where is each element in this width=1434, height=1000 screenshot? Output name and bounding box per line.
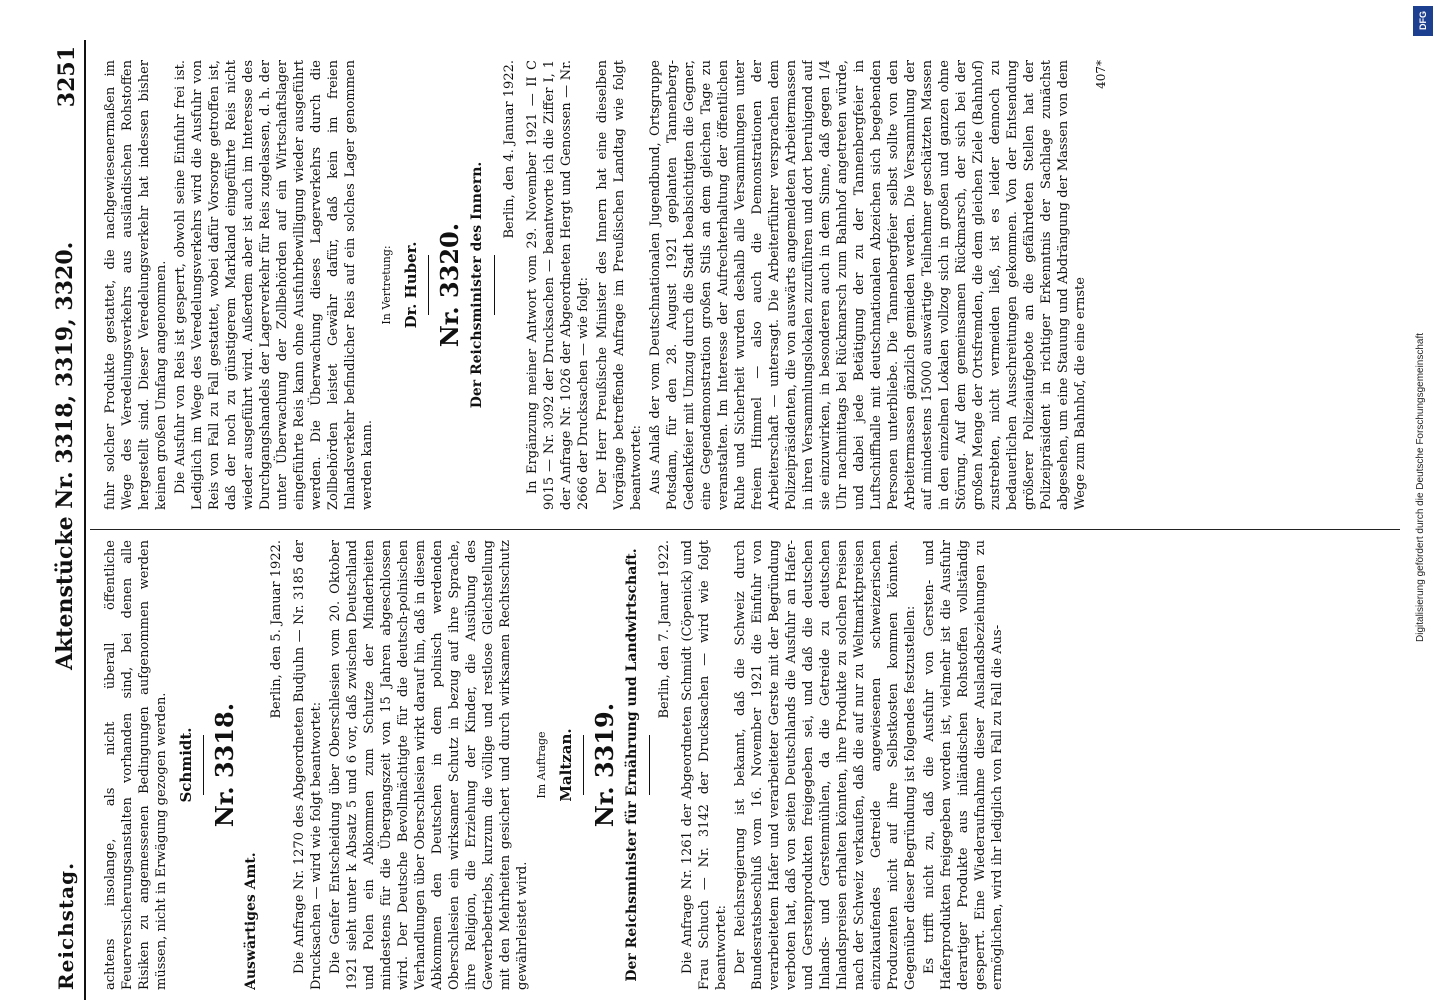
paragraph-3319-c: Es trifft nicht zu, daß die Ausfuhr von Gersten- und Haferprodukten freigegeben worden ist, vielmehr ist die Ausfuhr derartiger Produkte aus inländischen Rohstoffen vollständig gesperrt. Eine Wiederaufnahme dieser Auslandsbeziehungen zu ermöglichen, wird ihr lediglich von Fall zu Fall die Aus- bbox=[922, 540, 1005, 990]
divider bbox=[428, 255, 429, 315]
divider bbox=[203, 735, 204, 795]
dfg-logo: DFG bbox=[1413, 6, 1433, 36]
divider bbox=[583, 735, 584, 795]
paragraph-3320-c: Aus Anlaß der vom Deutschnationalen Jugendbund, Ortsgruppe Potsdam, für den 28. August 1921 geplanten Tannenberg-Gedenkfeier mit Umzug durch die Stadt beabsichtigten die Gegner, eine Gegendemonstration großen Stils an dem gleichen Tage zu veranstalten. Im Interesse der Aufrechterhaltung der öffentlichen Ruhe und Sicherheit wurden deshalb alle Versammlungen unter freiem Himmel — also auch die Demonstrationen der Arbeiterschaft — untersagt. Die Arbeiterführer versprachen dem Polizeipräsidenten, die von auswärts angemeldeten Arbeitermassen in ihren Versammlungslokalen zuzuführen und dort beruhigend auf sie einzuwirken, in besonderen auch in dem Sinne, daß gegen 1/4 Uhr nachmittags bei Rückmarsch zum Bahnhof angetreten würde, und dabei jede Betätigung der zu der Tannenbergfeier in Luftschiffhalle mit deutschnationalen Abzeichen sich begebenden Personen unterbliebe. Die Tannenbergfeier selbst sollte von den Arbeitermassen gänzlich gemieden werden. Die Versammlung der auf mindestens 15000 auswärtige Teilnehmer geschätzten Massen in den einzelnen Lokalen vollzog sich in großen und ganzen ohne Störung. Auf dem gemeinsamen Rückmarsch, der sich bei der großen Menge der Ortsfremden, die dem gleichen Ziele (Bahnhof) zustrebten, nicht vermeiden ließ, ist es leider dennoch zu bedauerlichen Ausschreitungen gekommen. Von der Entsendung größerer Polizeiaufgebote an die gefährdeten Stellen hat der Polizeipräsident in richtiger Erkenntnis der Sachlage zunächst abgesehen, um eine Stauung und Abdrängung der Massen von dem Wege zum Bahnhof, die eine ernste bbox=[648, 60, 1088, 510]
intro-text: achtens insolange, als nicht überall öffentliche Feuerversicherungsanstalten vorhanden sind, bei denen alle Risiken zu angemessenen Bedingungen aufgenommen werden müssen, nicht in Erwägung gezogen werden. bbox=[103, 540, 169, 990]
paragraph-3319-a: Die Anfrage Nr. 1261 der Abgeordneten Schmidt (Cöpenick) und Frau Schuch — Nr. 3142 der Drucksachen — wird wie folgt beantwortet: bbox=[680, 540, 729, 990]
left-column bbox=[102, 540, 1402, 990]
section-title-3320: Nr. 3320. bbox=[435, 222, 464, 348]
department-3319: Der Reichsminister für Ernährung und Landwirtschaft. bbox=[624, 548, 640, 982]
divider bbox=[649, 735, 650, 795]
dfg-stamp bbox=[1412, 0, 1434, 1000]
document-page bbox=[50, 40, 1410, 1000]
department-3320: Der Reichsminister des Innern. bbox=[469, 161, 485, 409]
paragraph-3319-b: Der Reichsregierung ist bekannt, daß die Schweiz durch Bundesratsbeschluß vom 16. November 1921 die Einfuhr von verarbeitetem Hafer und verarbeiteter Gerste mit der Begründung verboten hat, daß von seiten Deutschlands die Ausfuhr an Hafer- und Gerstenprodukten freigegeben sei, und daß die deutschen Inlands- und Gerstenmühlen, da die Getreide zu deutschen Inlandspreisen erhalten könnten, ihre Produkte zu solchen Preisen nach der Schweiz verkaufen, daß die auf nur zu Weltmarktpreisen einzukaufendes Getreide angewiesenen schweizerischen Produzenten nicht auf ihre Selbstkosten kommen könnten. Gegenüber dieser Begründung ist folgendes festzustellen: bbox=[733, 540, 918, 990]
page-number: 3251 bbox=[54, 46, 80, 108]
date-3318: Berlin, den 5. Januar 1922. bbox=[269, 540, 284, 719]
paragraph-cont-2: Die Ausfuhr von Reis ist gesperrt, obwohl seine Einfuhr frei ist. Lediglich im Wege des Veredelungsverkehrs wird die Ausfuhr von Reis von Fall zu Fall gestattet, wobei dafür Vorsorge getroffen ist, daß der noch zu günstigerem Markland eingeführte Reis nicht wieder ausgeführt wird. Außerdem aber ist auch im Interesse des Durchgangshandels der Lagerverkehr für Reis zugelassen, d. h. der unter Überwachung der Zollbehörden auf ein Wirtschaftslager eingeführte Reis kann ohne Ausfuhrbewilligung wieder ausgeführt werden. Die Überwachung dieses Lagerverkehrs durch die Zollbehörden leistet Gewähr dafür, daß kein im freien Inlandsverkehr befindlicher Reis auf ein solches Lager genommen werden kann. bbox=[173, 60, 375, 510]
paragraph-3320-a: In Ergänzung meiner Antwort vom 29. November 1921 — II C 9015 — Nr. 3092 der Drucksachen — beantworte ich die Ziffer I, 1 der Anfrage Nr. 1026 der Abgeordneten Hergt und Genossen — Nr. 2666 der Drucksachen — wie folgt: bbox=[525, 60, 591, 510]
date-3319: Berlin, den 7. Januar 1922. bbox=[657, 540, 672, 719]
paragraph-3320-b: Der Herr Preußische Minister des Innern hat eine dieselben Vorgänge betreffende Anfrage im Preußischen Landtag wie folgt beantwortet: bbox=[595, 60, 644, 510]
signature-maltzan: Maltzan. bbox=[557, 728, 575, 802]
signature-schmidt: Schmidt. bbox=[177, 727, 195, 803]
page-header bbox=[50, 40, 86, 1000]
paragraph-cont-1: fuhr solcher Produkte gestattet, die nachgewiesenermaßen im Wege des Veredelungsverkehrs aus ausländischen Rohstoffen hergestellt sind. Dieser Veredelungsverkehr hat indessen bisher keinen großen Umfang angenommen. bbox=[103, 60, 169, 510]
signature-label-3319: In Vertretung: bbox=[380, 245, 393, 325]
right-column bbox=[102, 60, 1402, 510]
header-center: Aktenstücke Nr. 3318, 3319, 3320. bbox=[52, 241, 78, 670]
dfg-credit-text: Digitalisierung gefördert durch die Deutsche Forschungsgemeinschaft bbox=[1415, 332, 1426, 642]
date-3320: Berlin, den 4. Januar 1922. bbox=[502, 60, 517, 239]
section-title-3318: Nr. 3318. bbox=[210, 702, 239, 828]
signature-label-3318: Im Auftrage bbox=[535, 731, 548, 799]
header-left: Reichstag. bbox=[54, 861, 78, 990]
footer-mark: 407* bbox=[1094, 60, 1108, 89]
paragraph-3318-a: Die Anfrage Nr. 1270 des Abgeordneten Budjuhn — Nr. 3185 der Drucksachen — wird wie folgt beantwortet: bbox=[292, 540, 324, 990]
paragraph-3318-b: Die Genfer Entscheidung über Oberschlesien vom 20. Oktober 1921 sieht unter k Absatz 5 und 6 vor, daß zwischen Deutschland und Polen ein Abkommen zum Schutze der Minderheiten mindestens für die Übergangszeit von 15 Jahren abgeschlossen wird. Der Deutsche Bevollmächtigte für die deutsch-polnischen Verhandlungen über Oberschlesien wirkt darauf hin, daß in diesem Abkommen den Deutschen in dem polnisch werdenden Oberschlesien ein wirksamer Schutz in bezug auf ihre Sprache, ihre Religion, die Erziehung der Kinder, die Ausübung des Gewerbebetriebs, kurzum die völlige und restlose Gleichstellung mit den Mehrheiten gesichert und durch wirksamen Rechtsschutz gewährleistet wird. bbox=[328, 540, 530, 990]
divider bbox=[494, 255, 495, 315]
department-3318: Auswärtiges Amt. bbox=[243, 852, 259, 990]
signature-huber: Dr. Huber. bbox=[402, 241, 420, 329]
section-title-3319: Nr. 3319. bbox=[590, 702, 619, 828]
column-rule bbox=[90, 529, 1400, 530]
